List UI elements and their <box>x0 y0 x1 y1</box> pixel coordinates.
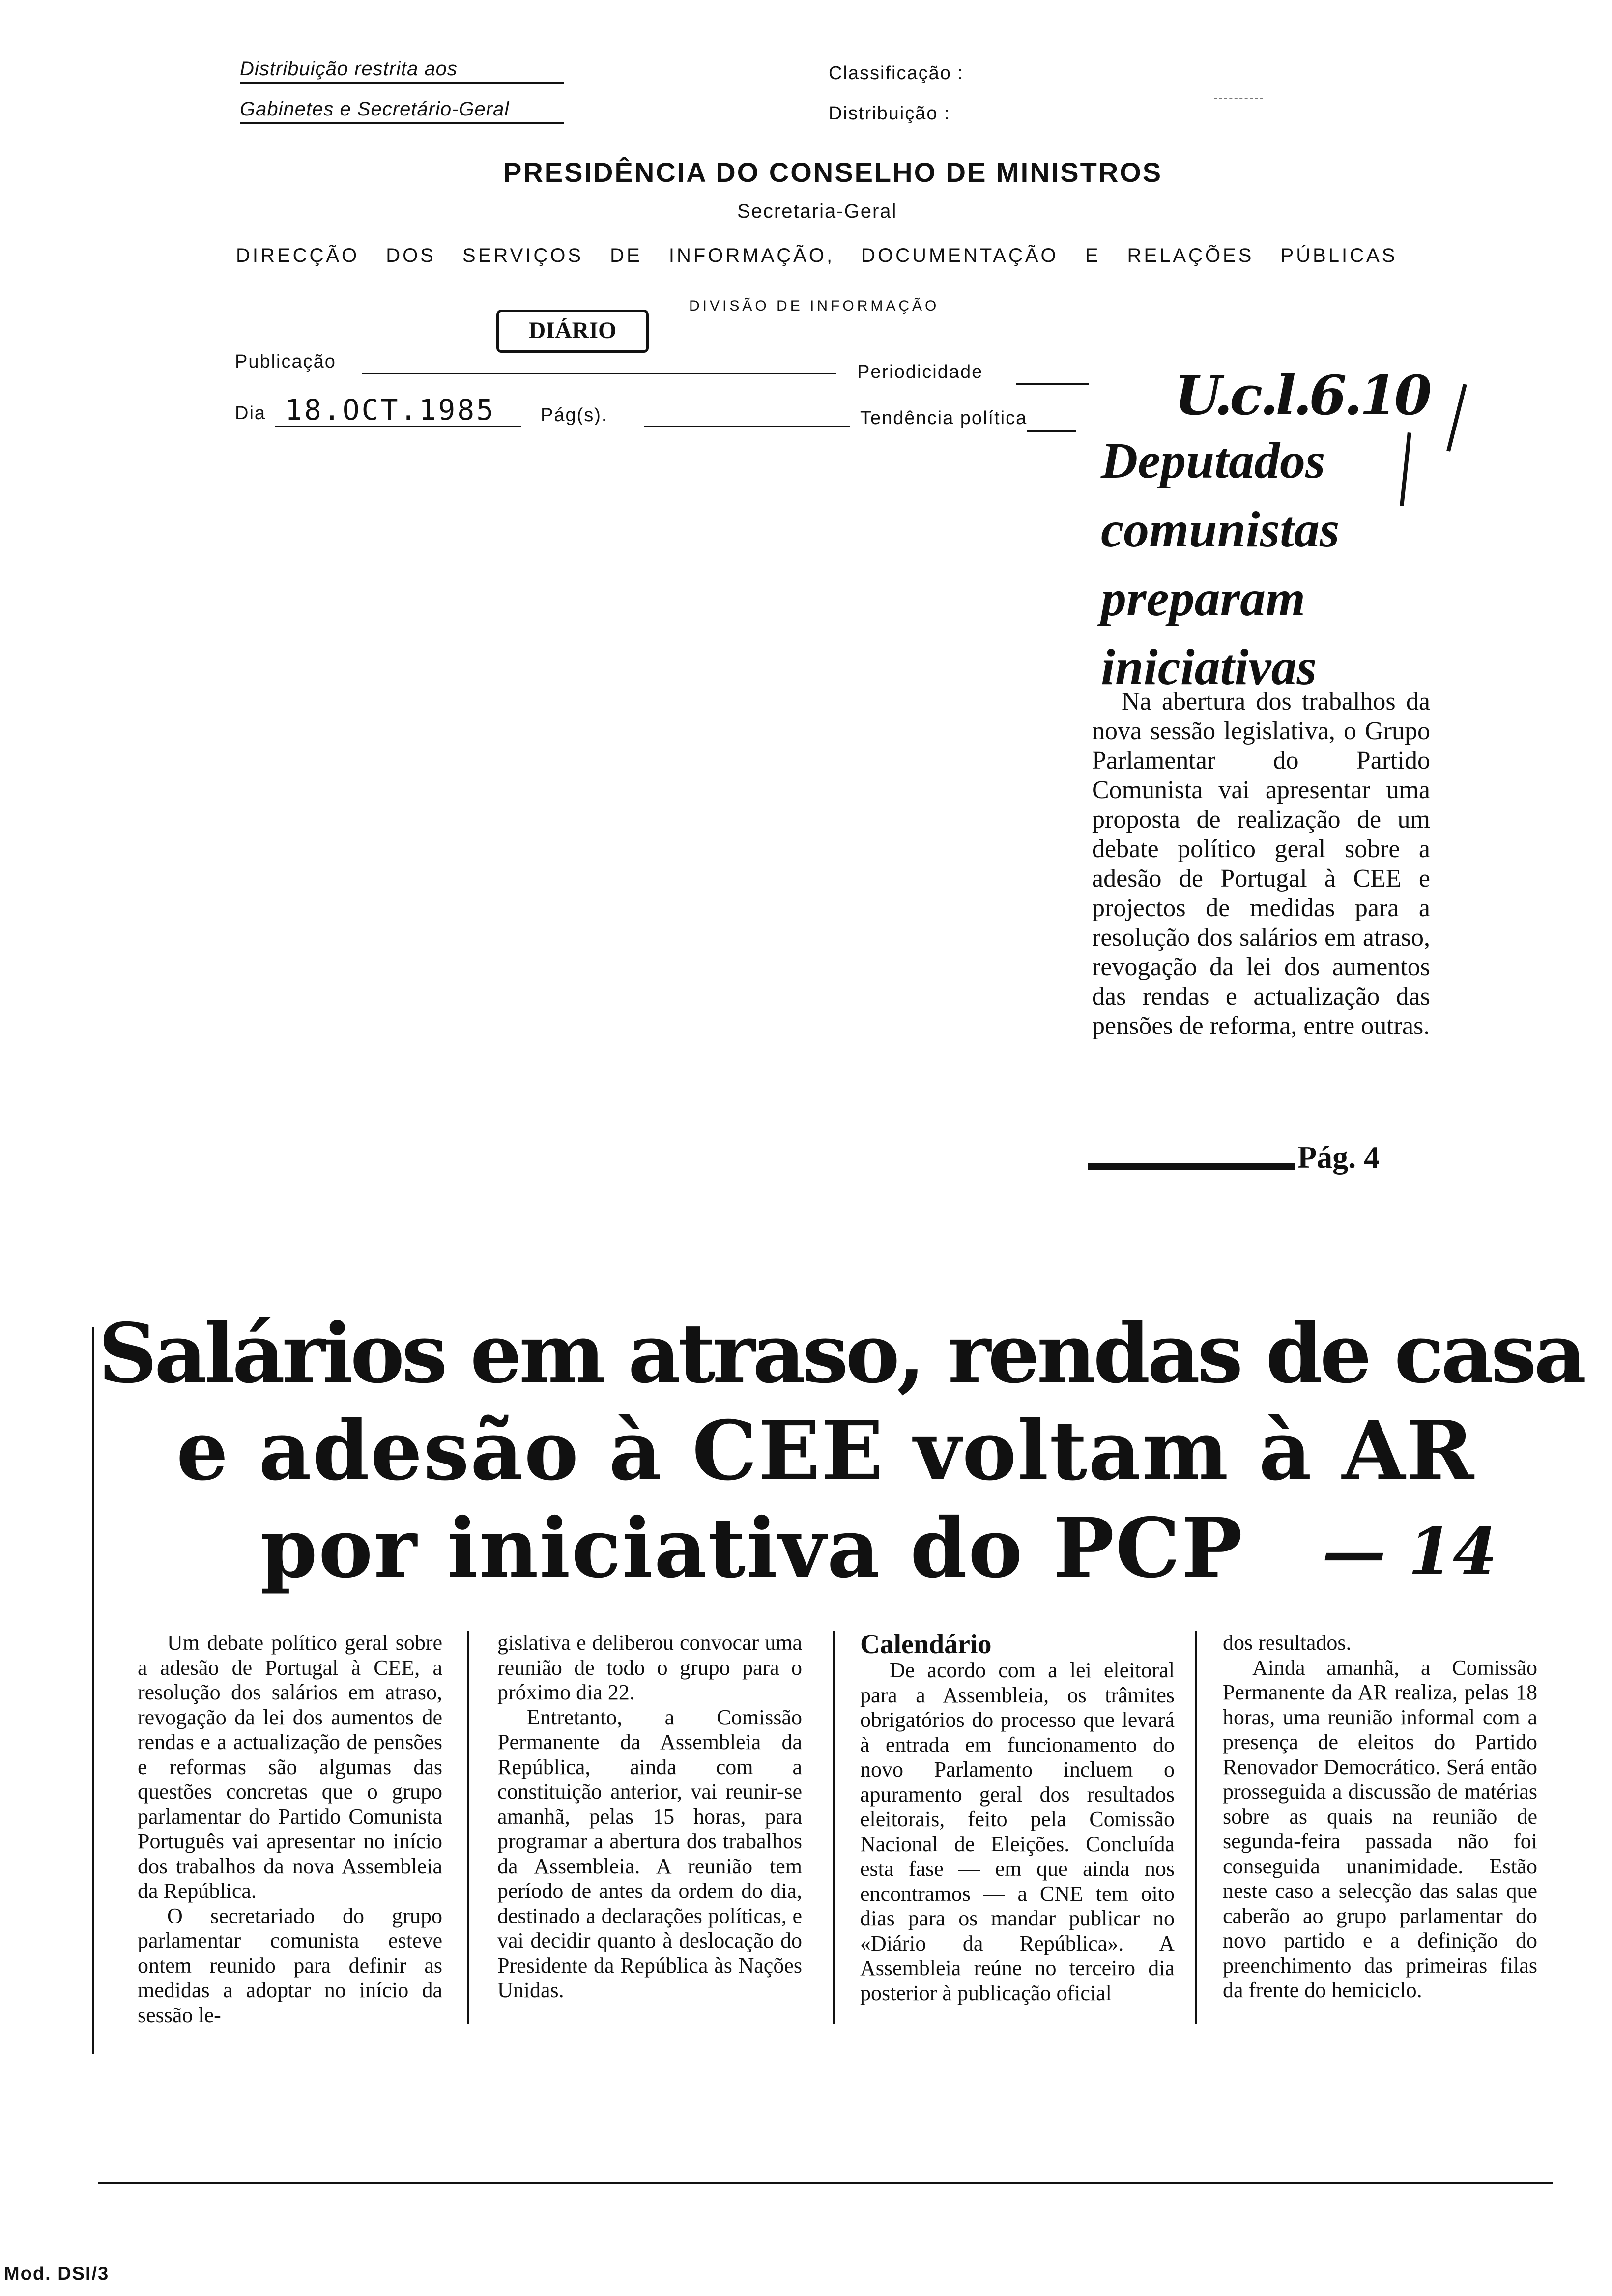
dia-label: Dia <box>235 403 266 424</box>
col2-paragraph-1: gislativa e deliberou convocar uma reunião de todo o grupo para o próximo dia 22. <box>497 1631 802 1704</box>
col3-heading: Calendário <box>860 1629 992 1660</box>
column-1 <box>138 1631 442 2028</box>
distribuicao-label: Distribuição : <box>829 103 950 124</box>
tendencia-label: Tendência política <box>860 408 1028 429</box>
column-rule-3 <box>1195 1631 1197 2024</box>
periodicidade-label: Periodicidade <box>857 362 983 382</box>
pags-label: Pág(s). <box>541 405 608 426</box>
clipping1-headline-line4: iniciativas <box>1101 639 1317 695</box>
clipping1-headline-line1: Deputados <box>1101 432 1325 489</box>
pags-line <box>644 426 850 427</box>
publicacao-line <box>362 373 836 374</box>
clipping1-headline-line3: preparam <box>1101 570 1305 627</box>
secretariat-title: Secretaria-Geral <box>737 201 897 222</box>
clipping1-headline <box>1101 427 1445 702</box>
col3-paragraph-1: De acordo com a lei eleitoral para a Assembleia, os trâmites obrigatórios do processo que levará à entrada em funcionamento do novo Parlamento incluem o apuramento geral dos resultados eleitorais, feito pela Comissão Nacional de Eleições. Concluída esta fase — em que ainda nos encontramos — a CNE tem oito dias para os mandar publicar no «Diário da República». A Assembleia reúne no terceiro dia posterior à publicação oficial <box>860 1658 1175 2005</box>
date-stamp: 18.OCT.1985 <box>285 393 496 427</box>
column-rule-1 <box>467 1631 469 2024</box>
distribution-note-line1: Distribuição restrita aos <box>240 58 564 84</box>
col4-paragraph-2: Ainda amanhã, a Comissão Permanente da AR realiza, pelas 18 horas, uma reunião informal com a presença de eleitos do Partido Renovador Democrático. Será então prosseguida a discussão de matérias sobre as quais na reunião de segunda-feira passada não foi conseguida unanimidade. Estão neste caso a selecção das salas que caberão ao grupo parlamentar do novo partido e a definição do preenchimento das primeiras filas da frente do hemiciclo. <box>1223 1655 1537 2002</box>
publicacao-label: Publicação <box>235 351 336 372</box>
page-ref: Pág. 4 <box>1297 1140 1380 1175</box>
clipping2-headline-line2: e adesão à CEE voltam à AR <box>176 1403 1475 1499</box>
department-title: DIRECÇÃO DOS SERVIÇOS DE INFORMAÇÃO, DOCUMENTAÇÃO E RELAÇÕES PÚBLICAS <box>236 245 1398 266</box>
form-code: Mod. DSI/3 <box>4 2264 110 2284</box>
clipping1-headline-line2: comunistas <box>1101 501 1340 558</box>
col1-paragraph-1: Um debate político geral sobre a adesão de Portugal à CEE, a resolução dos salários em atraso, revogação da lei dos aumentos de rendas e a actualização de pensões e reformas são algumas das questões concretas que o grupo parlamentar do Partido Comunista Português vai apresentar no início dos trabalhos da nova Assembleia da República. <box>138 1631 442 1903</box>
col4-paragraph-1: dos resultados. <box>1223 1631 1352 1655</box>
col2-paragraph-2: Entretanto, a Comissão Permanente da Assembleia da República, ainda com a constituição anterior, vai reunir-se amanhã, pelas 15 horas, para programar a abertura dos trabalhos da Assembleia. A reunião tem período de antes da ordem do dia, destinado a declarações políticas, e vai decidir quanto à deslocação do Presidente da República às Nações Unidas. <box>497 1705 802 2002</box>
scan-mark <box>1214 98 1263 99</box>
column-2 <box>497 1631 802 2003</box>
publication-stamp: DIÁRIO <box>496 310 649 353</box>
clipping2-left-border <box>92 1327 94 2054</box>
clipping1-body: Na abertura dos trabalhos da nova sessão legislativa, o Grupo Parlamentar do Partido Comunista vai apresentar uma proposta de realização de um debate político geral sobre a adesão de Portugal à CEE e projectos de medidas para a resolução dos salários em atraso, revogação da lei dos aumentos das rendas e actualização das pensões de reforma, entre outras. <box>1092 688 1430 1040</box>
handwritten-stroke-2 <box>1446 384 1467 452</box>
classificacao-label: Classificação : <box>829 63 964 84</box>
clipping2-headline-line1: Salários em atraso, rendas de casa <box>98 1306 1584 1402</box>
tendencia-line <box>1027 430 1076 432</box>
page-ref-rule <box>1088 1163 1295 1170</box>
column-4 <box>1223 1631 1537 2003</box>
column-3 <box>860 1631 1175 2006</box>
distribution-note-line2: Gabinetes e Secretário-Geral <box>240 98 564 124</box>
column-rule-2 <box>833 1631 835 2024</box>
periodicidade-line <box>1016 383 1089 385</box>
handwritten-page: — 14 <box>1322 1514 1497 1589</box>
clipping2-headline-line3: por iniciativa do PCP <box>260 1500 1244 1596</box>
handwritten-mark: U.c.l.6.10 <box>1175 364 1429 427</box>
division-title: DIVISÃO DE INFORMAÇÃO <box>689 298 940 314</box>
col1-paragraph-2: O secretariado do grupo parlamentar comunista esteve ontem reunido para definir as medidas a adoptar no início da sessão le- <box>138 1903 442 2027</box>
organization-title: PRESIDÊNCIA DO CONSELHO DE MINISTROS <box>503 157 1163 188</box>
clipping2-bottom-border <box>98 2182 1553 2184</box>
